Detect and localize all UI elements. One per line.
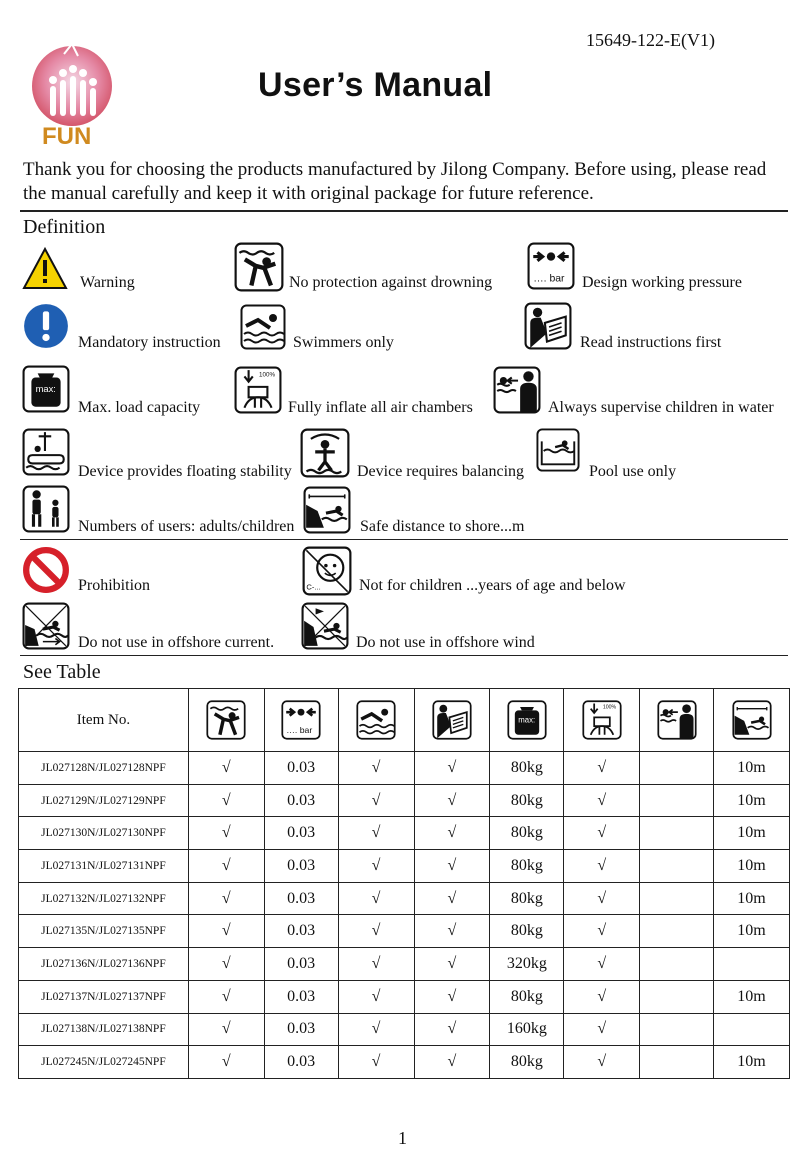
- table-cell: [640, 850, 714, 883]
- mandatory-icon: [22, 302, 70, 350]
- offshore-current-label: Do not use in offshore current.: [78, 634, 275, 651]
- table-cell: 0.03: [264, 850, 338, 883]
- table-cell: √: [564, 817, 640, 850]
- offshore-current-icon: [22, 602, 70, 650]
- table-cell: √: [338, 752, 414, 785]
- table-cell: [640, 948, 714, 981]
- table-cell: 0.03: [264, 752, 338, 785]
- table-cell: √: [564, 1013, 640, 1046]
- prohibition-label: Prohibition: [78, 577, 151, 594]
- table-cell: √: [188, 784, 264, 817]
- table-cell: 0.03: [264, 915, 338, 948]
- table-row: [19, 882, 790, 915]
- swimmer-icon: [238, 304, 288, 350]
- svg-text:C-...: C-...: [306, 582, 321, 592]
- see-table-heading: See Table: [23, 661, 101, 683]
- max-load-label: Max. load capacity: [78, 399, 201, 416]
- no-children-icon: [302, 546, 352, 596]
- table-cell: 80kg: [490, 817, 564, 850]
- floating-stability-icon: [22, 428, 70, 476]
- table-cell: 80kg: [490, 850, 564, 883]
- inflate-chambers-label: Fully inflate all air chambers: [288, 399, 473, 416]
- page-title: User’s Manual: [258, 66, 493, 104]
- svg-text:100%: 100%: [602, 704, 616, 711]
- divider: [20, 210, 788, 212]
- offshore-wind-icon: [300, 602, 350, 650]
- table-cell: [640, 980, 714, 1013]
- prohibition-icon: [22, 546, 70, 594]
- table-cell: √: [564, 882, 640, 915]
- shore-distance-label: Safe distance to shore...m: [360, 518, 525, 535]
- table-cell: 10m: [714, 882, 790, 915]
- table-cell: √: [564, 752, 640, 785]
- table-cell: √: [188, 980, 264, 1013]
- table-cell: [640, 784, 714, 817]
- svg-text:max:: max:: [35, 383, 56, 395]
- table-cell: √: [564, 850, 640, 883]
- table-row: [19, 915, 790, 948]
- svg-text:…. bar: …. bar: [286, 725, 313, 736]
- table-cell: 0.03: [264, 882, 338, 915]
- item-number-cell: JL027137N/JL027137NPF: [19, 980, 189, 1013]
- table-cell: 80kg: [490, 1046, 564, 1079]
- pool-icon: [534, 428, 582, 472]
- table-cell: 80kg: [490, 915, 564, 948]
- read-instructions-label: Read instructions first: [580, 334, 722, 351]
- table-cell: √: [564, 948, 640, 981]
- product-table: [18, 688, 790, 1079]
- shore-distance-icon: [732, 698, 772, 742]
- table-cell: [640, 1013, 714, 1046]
- table-cell: √: [188, 817, 264, 850]
- warning-icon: [22, 246, 68, 292]
- no-drowning-protection-icon: [206, 698, 246, 742]
- table-cell: √: [188, 1046, 264, 1079]
- table-cell: 80kg: [490, 752, 564, 785]
- item-number-cell: JL027136N/JL027136NPF: [19, 948, 189, 981]
- table-cell: √: [188, 850, 264, 883]
- svg-text:100%: 100%: [259, 371, 276, 379]
- swimmer-icon: [356, 698, 396, 742]
- max-load-icon: [507, 698, 547, 742]
- table-cell: √: [338, 817, 414, 850]
- table-cell: [640, 752, 714, 785]
- table-cell: √: [414, 784, 490, 817]
- table-cell: [640, 915, 714, 948]
- svg-text:…. bar: …. bar: [533, 273, 565, 285]
- table-cell: √: [338, 882, 414, 915]
- table-cell: 80kg: [490, 980, 564, 1013]
- table-cell: √: [414, 752, 490, 785]
- balancing-icon: [300, 428, 350, 478]
- inflate-chambers-icon: [582, 698, 622, 742]
- table-cell: √: [564, 980, 640, 1013]
- table-row: [19, 1013, 790, 1046]
- inflate-chambers-icon: [234, 366, 282, 414]
- table-cell: √: [564, 915, 640, 948]
- table-cell: √: [564, 784, 640, 817]
- table-cell: √: [414, 1013, 490, 1046]
- item-number-cell: JL027129N/JL027129NPF: [19, 784, 189, 817]
- table-cell: 0.03: [264, 1013, 338, 1046]
- table-cell: √: [564, 1046, 640, 1079]
- table-cell: 0.03: [264, 1046, 338, 1079]
- balancing-label: Device requires balancing: [357, 463, 525, 480]
- table-row: [19, 980, 790, 1013]
- table-row: [19, 1046, 790, 1079]
- item-number-cell: JL027138N/JL027138NPF: [19, 1013, 189, 1046]
- table-cell: √: [414, 1046, 490, 1079]
- table-cell: √: [338, 1013, 414, 1046]
- supervise-children-icon: [492, 366, 542, 414]
- page-number: 1: [398, 1128, 407, 1148]
- table-cell: √: [338, 784, 414, 817]
- table-row: [19, 948, 790, 981]
- table-cell: 10m: [714, 752, 790, 785]
- table-cell: √: [188, 948, 264, 981]
- table-cell: 10m: [714, 915, 790, 948]
- floating-stability-label: Device provides floating stability: [78, 463, 292, 480]
- no-children-label: Not for children ...years of age and below: [359, 577, 626, 594]
- working-pressure-icon: [526, 242, 576, 290]
- working-pressure-icon: [281, 698, 321, 742]
- read-instructions-icon: [524, 302, 572, 350]
- table-cell: 0.03: [264, 784, 338, 817]
- table-cell: [714, 948, 790, 981]
- table-cell: 0.03: [264, 980, 338, 1013]
- supervise-children-icon: [657, 698, 697, 742]
- item-number-cell: JL027130N/JL027130NPF: [19, 817, 189, 850]
- table-cell: √: [414, 915, 490, 948]
- item-number-cell: JL027132N/JL027132NPF: [19, 882, 189, 915]
- document-id: 15649-122-E(V1): [586, 30, 715, 50]
- users-icon: [22, 484, 70, 534]
- item-number-cell: JL027131N/JL027131NPF: [19, 850, 189, 883]
- pool-label: Pool use only: [589, 463, 677, 480]
- working-pressure-label: Design working pressure: [582, 274, 742, 291]
- table-cell: 10m: [714, 1046, 790, 1079]
- no-drowning-protection-label: No protection against drowning: [289, 274, 493, 291]
- brand-logo: [20, 40, 120, 152]
- shore-distance-icon: [302, 486, 352, 534]
- table-header-row: [19, 689, 790, 752]
- table-cell: √: [338, 980, 414, 1013]
- table-cell: 0.03: [264, 948, 338, 981]
- definition-heading: Definition: [23, 216, 106, 238]
- table-cell: 10m: [714, 817, 790, 850]
- table-cell: 10m: [714, 784, 790, 817]
- table-cell: √: [414, 882, 490, 915]
- no-drowning-protection-icon: [234, 242, 284, 292]
- table-cell: √: [188, 915, 264, 948]
- table-cell: √: [414, 817, 490, 850]
- table-cell: √: [338, 915, 414, 948]
- users-label: Numbers of users: adults/children: [78, 518, 295, 535]
- table-cell: √: [188, 1013, 264, 1046]
- mandatory-label: Mandatory instruction: [78, 334, 221, 351]
- table-cell: √: [188, 752, 264, 785]
- table-cell: √: [414, 980, 490, 1013]
- table-cell: 320kg: [490, 948, 564, 981]
- intro-text: Thank you for choosing the products manufactured by Jilong Company. Before using, please read the manual carefully and keep it with original package for future reference.: [23, 159, 767, 204]
- read-instructions-icon: [432, 698, 472, 742]
- table-cell: 80kg: [490, 882, 564, 915]
- table-cell: 10m: [714, 980, 790, 1013]
- max-load-icon: [22, 364, 70, 414]
- swimmer-label: Swimmers only: [293, 334, 394, 351]
- table-cell: 10m: [714, 850, 790, 883]
- table-cell: √: [338, 850, 414, 883]
- table-cell: 160kg: [490, 1013, 564, 1046]
- warning-label: Warning: [80, 274, 135, 291]
- item-number-cell: JL027135N/JL027135NPF: [19, 915, 189, 948]
- supervise-children-label: Always supervise children in water: [548, 399, 774, 416]
- item-number-cell: JL027128N/JL027128NPF: [19, 752, 189, 785]
- table-row: [19, 850, 790, 883]
- table-cell: √: [414, 850, 490, 883]
- table-cell: [640, 882, 714, 915]
- table-row: [19, 784, 790, 817]
- offshore-wind-label: Do not use in offshore wind: [356, 634, 535, 651]
- table-cell: [640, 817, 714, 850]
- item-no-header: Item No.: [19, 689, 189, 752]
- table-cell: √: [188, 882, 264, 915]
- table-cell: [714, 1013, 790, 1046]
- divider: [20, 539, 788, 540]
- divider: [20, 655, 788, 656]
- table-cell: √: [414, 948, 490, 981]
- table-cell: √: [338, 1046, 414, 1079]
- table-cell: 0.03: [264, 817, 338, 850]
- item-number-cell: JL027245N/JL027245NPF: [19, 1046, 189, 1079]
- table-cell: 80kg: [490, 784, 564, 817]
- svg-text:max:: max:: [518, 715, 536, 725]
- logo-text: FUN: [42, 123, 92, 150]
- table-row: [19, 752, 790, 785]
- table-cell: √: [338, 948, 414, 981]
- table-cell: [640, 1046, 714, 1079]
- table-row: [19, 817, 790, 850]
